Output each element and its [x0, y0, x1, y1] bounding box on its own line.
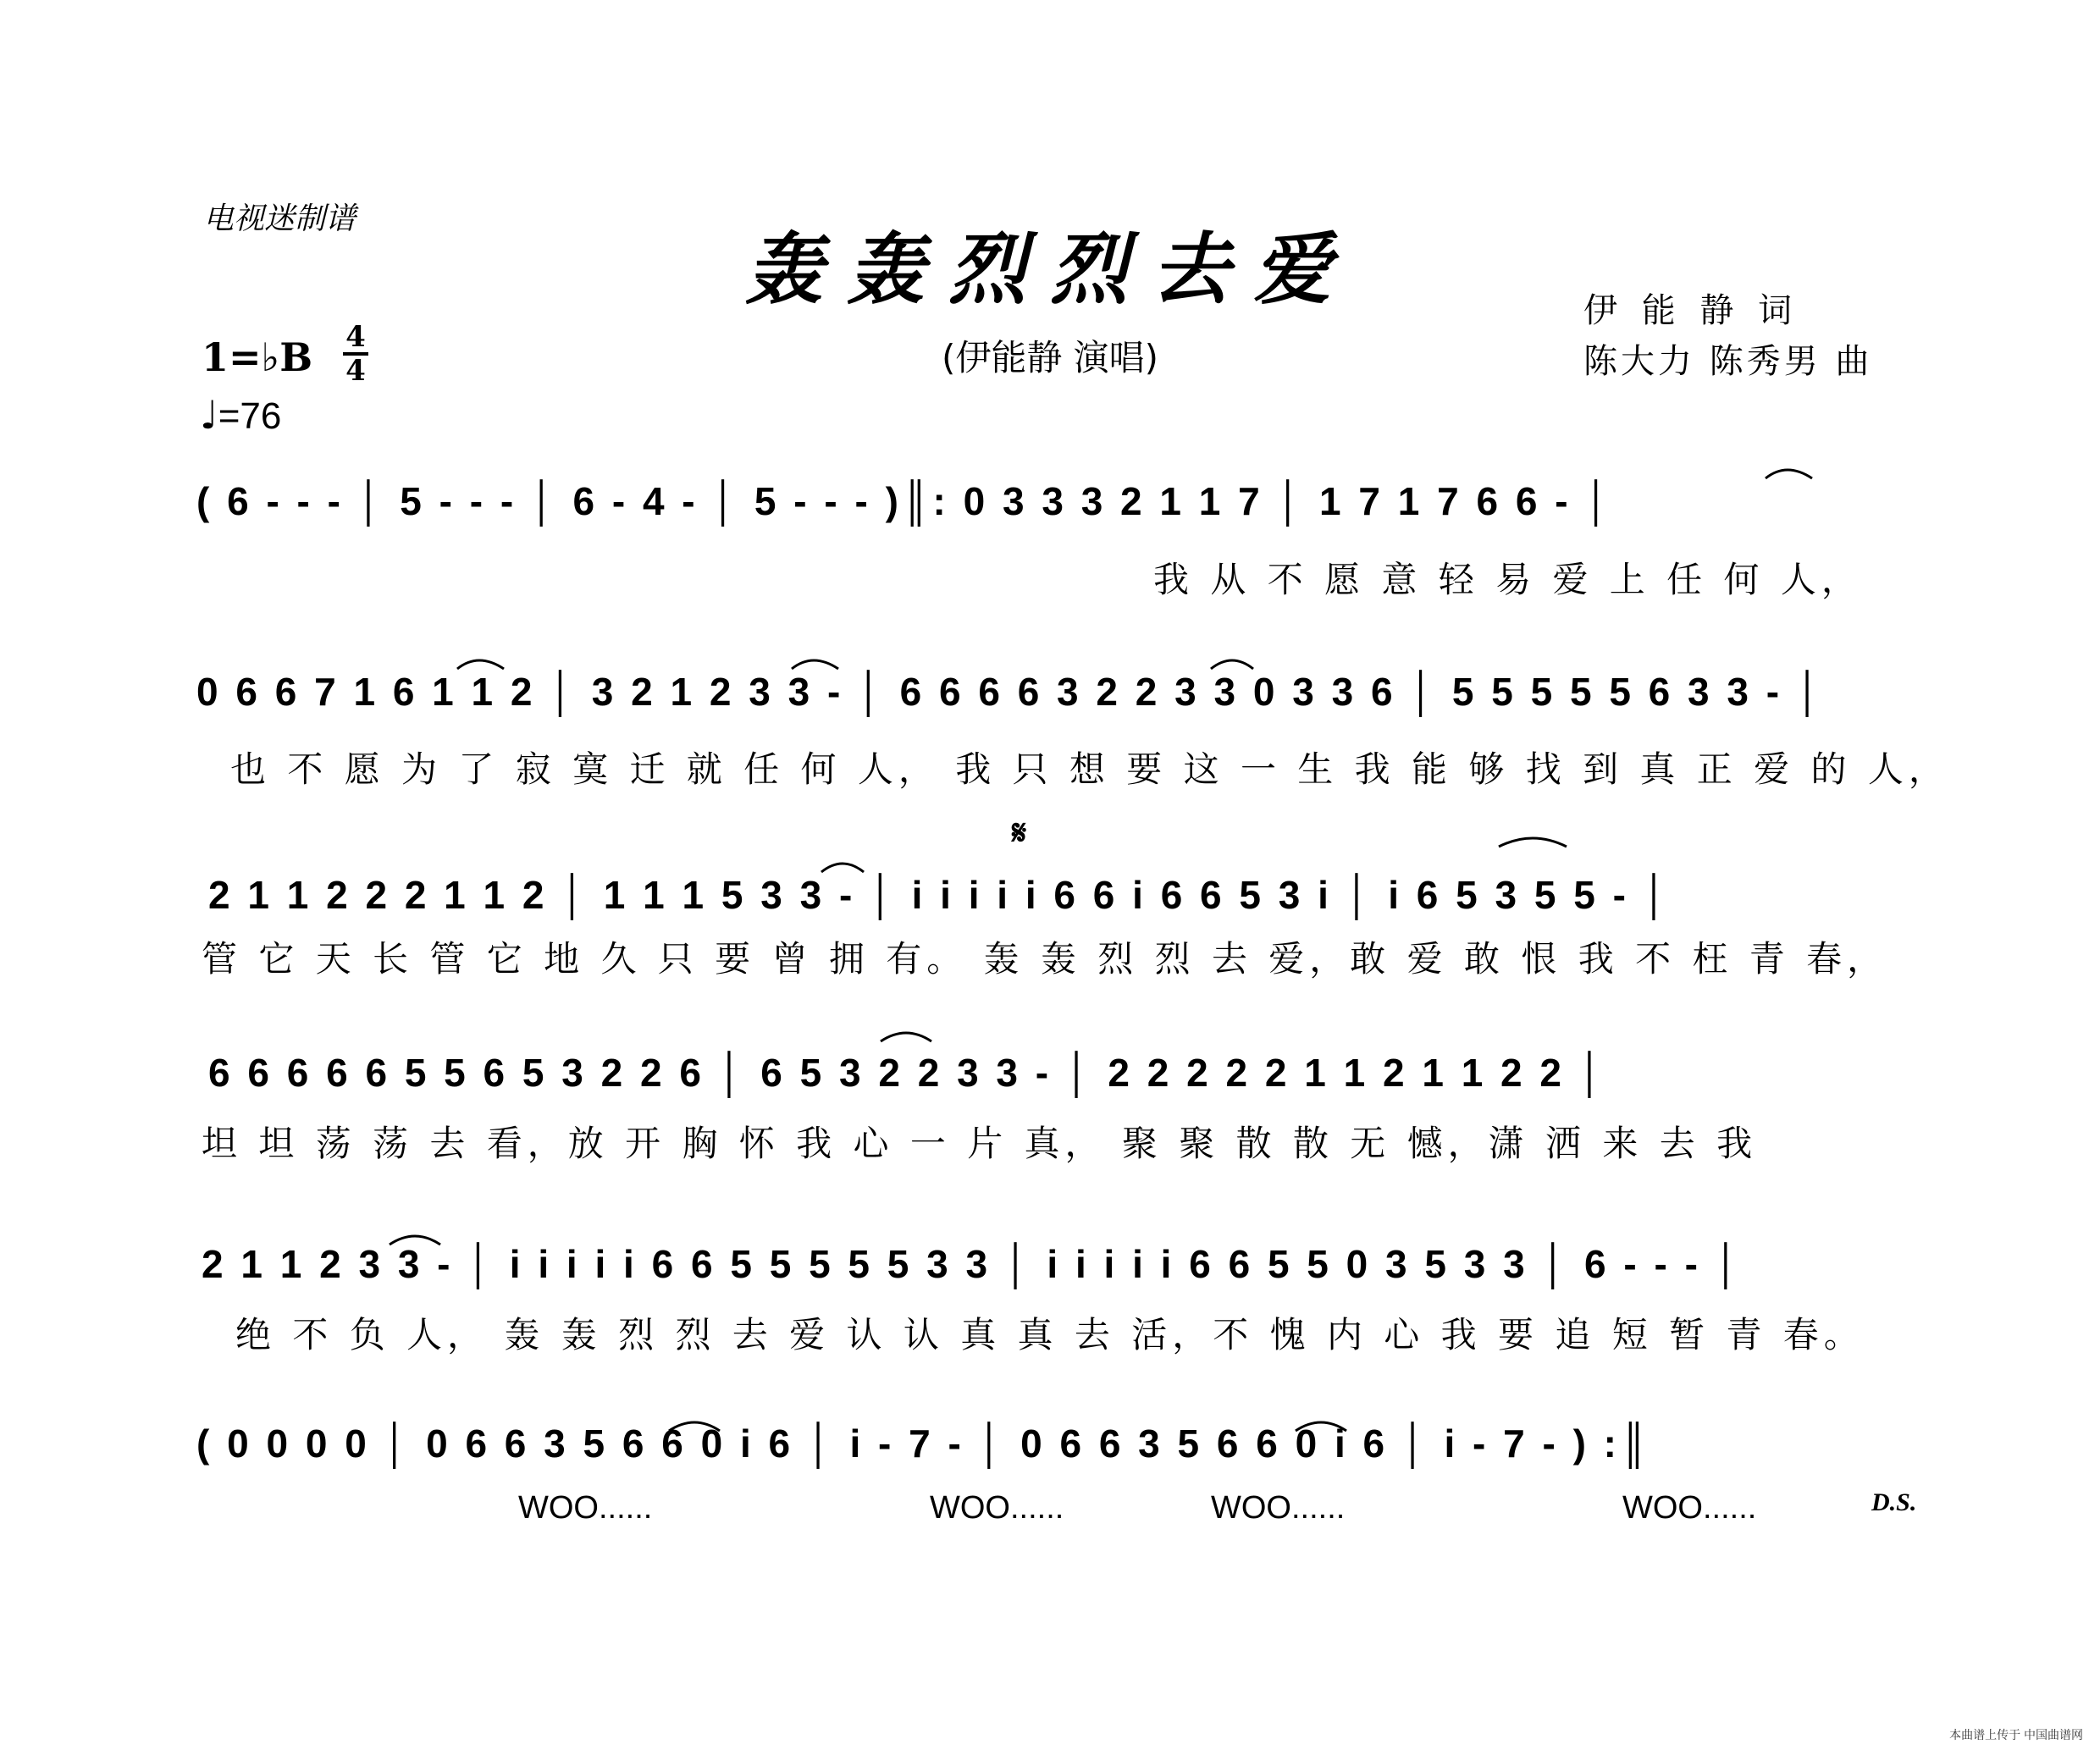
tie-line-10 — [1296, 1422, 1346, 1431]
time-signature-top: 4 — [345, 320, 366, 354]
woo-label-3: WOO...... — [1211, 1490, 1346, 1526]
score-line-3-notes: 2 1 1 2 2 2 1 1 2 │ 1 1 1 5 3 3 - │ i i i i i 6 6 i 6 6 5 3 i │ i 6 5 3 5 5 - │ — [208, 873, 1672, 917]
tie-line-1 — [1766, 470, 1812, 478]
tie-line-8 — [390, 1236, 440, 1245]
arranger-credit: 电视迷制谱 — [203, 201, 356, 236]
score-line-1-notes: ( 6 - - - │ 5 - - - │ 6 - 4 - │ 5 - - - )║: 0 3 3 3 2 1 1 7 │ 1 7 1 7 6 6 - │ — [196, 479, 1614, 523]
quarter-note-icon: ♩ — [200, 392, 218, 438]
singer-credit: (伊能静 演唱) — [941, 337, 1159, 378]
score-line-2-lyrics: 也 不 愿 为 了 寂 寞 迁 就 任 何 人， 我 只 想 要 这 一 生 我 能 够 找 到 真 正 爱 的 人， — [230, 748, 1949, 790]
key-signature: 1=♭B — [202, 334, 313, 380]
score-line-4-notes: 6 6 6 6 6 5 5 6 5 3 2 2 6 │ 6 5 3 2 2 3 3 - │ 2 2 2 2 2 1 1 2 1 1 2 2 │ — [208, 1051, 1607, 1095]
score-line-5-notes: 2 1 1 2 3 3 - │ i i i i i 6 6 5 5 5 5 5 3 3 │ i i i i i 6 6 5 5 0 3 5 3 3 │ 6 - - - │ — [202, 1242, 1744, 1286]
time-signature-bottom: 4 — [345, 354, 366, 388]
tempo-value: =76 — [218, 395, 282, 437]
score-line-6-notes: ( 0 0 0 0 │ 0 6 6 3 5 6 6 0 i 6 │ i - 7 - │ 0 6 6 3 5 6 6 0 i 6 │ i - 7 - ) :║ — [196, 1422, 1651, 1466]
song-title: 轰轰烈烈去爱 — [744, 224, 1355, 315]
tie-line-9 — [669, 1422, 720, 1431]
lyricist-credit: 伊 能 静 词 — [1583, 291, 1799, 330]
tie-line-7 — [881, 1033, 931, 1041]
composer-credit: 陈大力 陈秀男 曲 — [1583, 342, 1873, 381]
tie-line-4 — [1211, 660, 1253, 669]
segno-sign: 𝄋 — [1012, 813, 1027, 853]
woo-label-1: WOO...... — [518, 1490, 653, 1526]
score-line-5-lyrics: 绝 不 负 人， 轰 轰 烈 烈 去 爱 认 认 真 真 去 活，不 愧 内 心 我 要 追 短 暂 青 春。 — [235, 1314, 1865, 1355]
tie-line-5 — [821, 864, 864, 872]
score-line-2-notes: 0 6 6 7 1 6 1 1 2 │ 3 2 1 2 3 3 - │ 6 6 6 6 3 2 2 3 3 0 3 3 6 │ 5 5 5 5 5 6 3 3 - │ — [196, 670, 1825, 714]
tie-line-2 — [457, 660, 504, 669]
tie-line-6 — [1499, 838, 1567, 847]
footer-upload-note: 本曲谱上传于 中国曲谱网 — [1949, 1728, 2083, 1742]
score-line-3-lyrics: 管 它 天 长 管 它 地 久 只 要 曾 拥 有。 轰 轰 烈 烈 去 爱，敢 爱 敢 恨 我 不 枉 青 春， — [202, 938, 1888, 980]
dal-segno-mark: D.S. — [1871, 1488, 1917, 1516]
woo-label-4: WOO...... — [1622, 1490, 1757, 1526]
woo-label-2: WOO...... — [930, 1490, 1064, 1526]
score-line-1-lyrics: 我 从 不 愿 意 轻 易 爱 上 任 何 人， — [1153, 559, 1862, 600]
tie-line-3 — [792, 660, 838, 669]
score-line-4-lyrics: 坦 坦 荡 荡 去 看，放 开 胸 怀 我 心 一 片 真， 聚 聚 散 散 无 憾，潇 洒 来 去 我 — [202, 1123, 1758, 1164]
